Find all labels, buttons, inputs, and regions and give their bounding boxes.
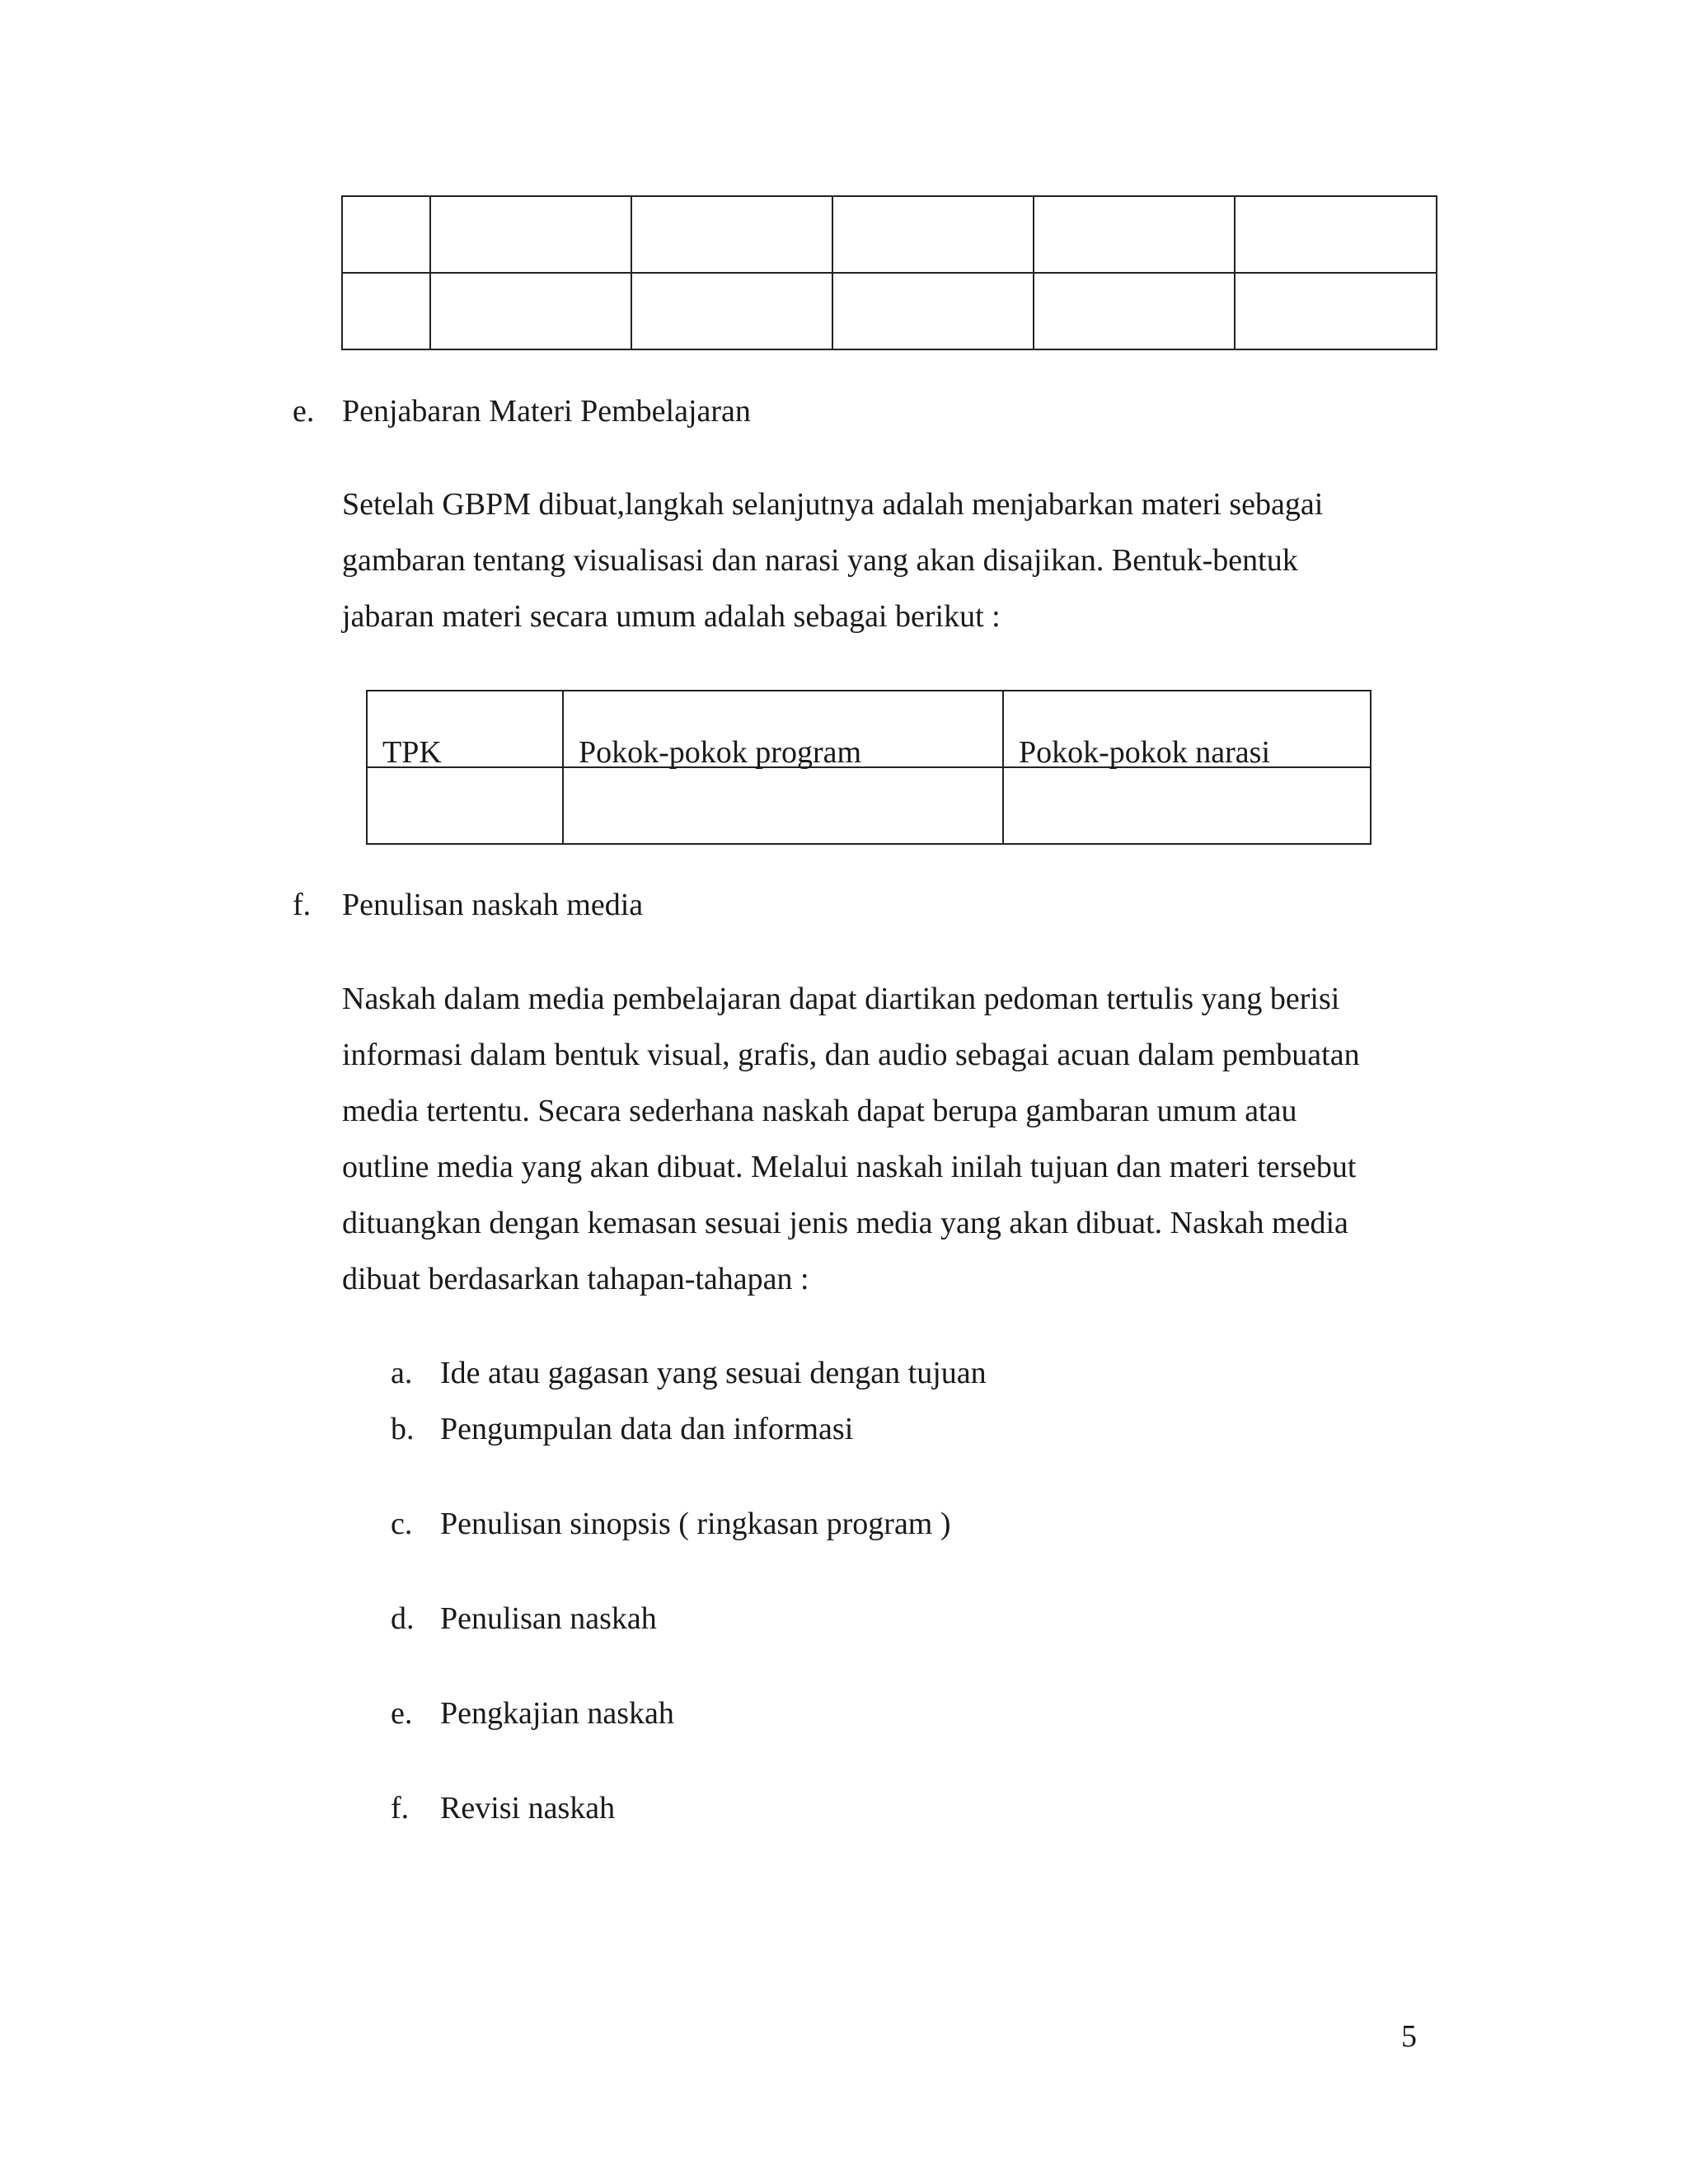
table-cell — [1235, 273, 1437, 349]
section-f-paragraph-line: media tertentu. Secara sederhana naskah dapat berupa gambaran umum atau — [342, 1094, 1297, 1128]
section-f-paragraph-line: dibuat berdasarkan tahapan-tahapan : — [342, 1262, 809, 1296]
section-f-title: Penulisan naskah media — [342, 888, 644, 922]
table-cell — [1003, 767, 1371, 844]
table-header-row — [367, 691, 1371, 767]
section-f-marker: f. — [293, 888, 312, 922]
table-cell — [563, 767, 1003, 844]
step-marker: b. — [391, 1412, 415, 1446]
empty-table-continuation — [341, 195, 1437, 350]
header-tpk: TPK — [382, 735, 442, 770]
header-pokok-program: Pokok-pokok program — [579, 735, 862, 770]
table-cell — [367, 767, 563, 844]
table-cell — [1034, 273, 1235, 349]
step-marker: a. — [391, 1356, 413, 1390]
section-f-paragraph-line: informasi dalam bentuk visual, grafis, dan audio sebagai acuan dalam pembuatan — [342, 1038, 1360, 1072]
step-text: Pengumpulan data dan informasi — [440, 1412, 854, 1446]
step-text: Penulisan sinopsis ( ringkasan program ) — [440, 1507, 951, 1541]
section-f-paragraph-line: Naskah dalam media pembelajaran dapat diartikan pedoman tertulis yang berisi — [342, 982, 1340, 1016]
table-cell — [1034, 196, 1235, 273]
step-text: Penulisan naskah — [440, 1601, 657, 1636]
table-header-cell — [563, 691, 1003, 770]
table-cell — [342, 273, 430, 349]
step-marker: f. — [391, 1791, 410, 1825]
table-row — [342, 196, 1437, 273]
section-e-paragraph-line: Setelah GBPM dibuat,langkah selanjutnya adalah menjabarkan materi sebagai — [342, 487, 1324, 522]
step-marker: e. — [391, 1696, 413, 1731]
table-header-cell — [1003, 691, 1371, 770]
table-cell — [832, 196, 1034, 273]
table-cell — [631, 273, 832, 349]
table-cell — [430, 196, 631, 273]
section-e-paragraph-line: jabaran materi secara umum adalah sebagai berikut : — [342, 599, 1001, 634]
step-text: Revisi naskah — [440, 1791, 616, 1825]
table-cell — [832, 273, 1034, 349]
step-marker: c. — [391, 1507, 413, 1541]
step-text: Pengkajian naskah — [440, 1696, 674, 1731]
section-f-paragraph-line: outline media yang akan dibuat. Melalui naskah inilah tujuan dan materi tersebut — [342, 1150, 1357, 1184]
table-cell — [1235, 196, 1437, 273]
table-row — [342, 273, 1437, 349]
section-e-marker: e. — [293, 394, 315, 429]
table-cell — [430, 273, 631, 349]
table-row — [367, 767, 1371, 844]
section-e-paragraph-line: gambaran tentang visualisasi dan narasi yang akan disajikan. Bentuk-bentuk — [342, 543, 1298, 578]
step-marker: d. — [391, 1601, 415, 1636]
table-cell — [342, 196, 430, 273]
jabaran-materi-table — [366, 690, 1372, 845]
table-header-cell — [367, 691, 563, 770]
step-text: Ide atau gagasan yang sesuai dengan tujuan — [440, 1356, 987, 1390]
section-f-paragraph-line: dituangkan dengan kemasan sesuai jenis media yang akan dibuat. Naskah media — [342, 1206, 1348, 1240]
header-pokok-narasi: Pokok-pokok narasi — [1019, 735, 1271, 770]
table-cell — [631, 196, 832, 273]
section-e-title: Penjabaran Materi Pembelajaran — [342, 394, 751, 429]
page-number: 5 — [1401, 2019, 1417, 2054]
